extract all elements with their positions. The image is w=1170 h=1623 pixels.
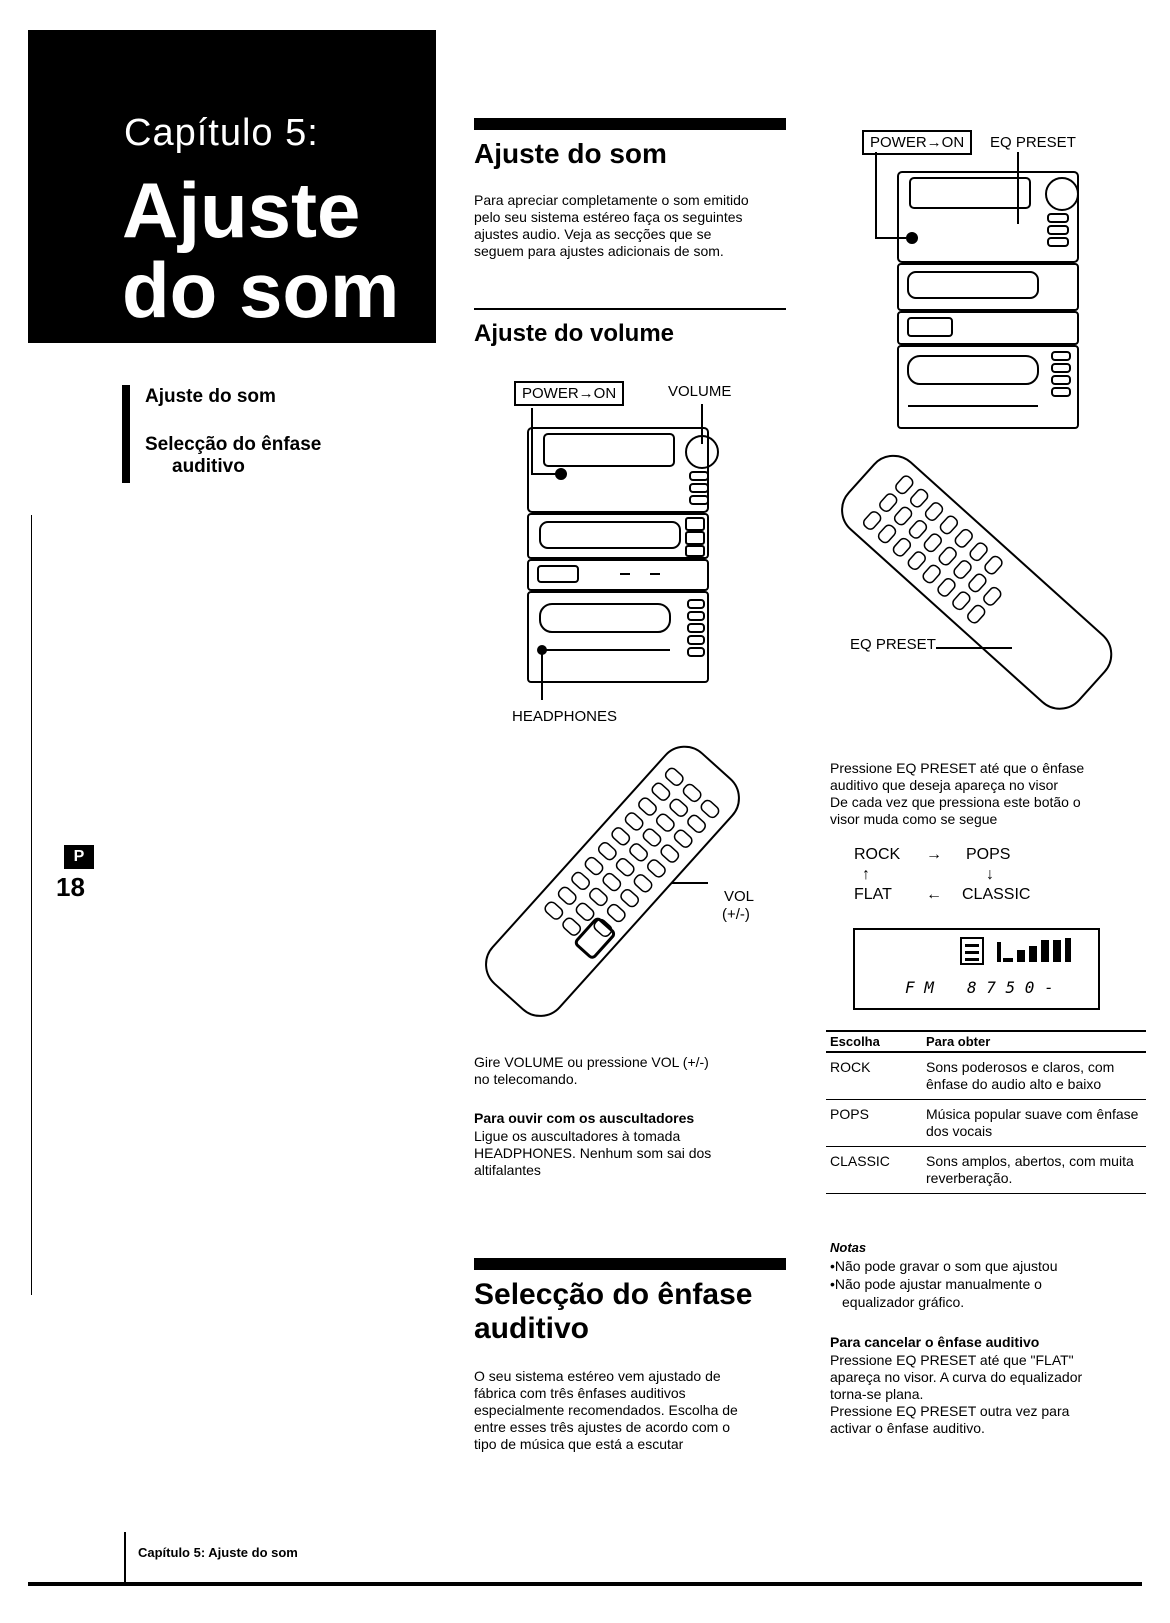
cycle-arrow-up: ↑ bbox=[862, 866, 870, 883]
eq-instruction-line: visor muda como se segue bbox=[830, 811, 998, 827]
cancel-title: Para cancelar o ênfase auditivo bbox=[830, 1334, 1040, 1350]
section1-rule bbox=[474, 118, 786, 130]
volume-title: Ajuste do volume bbox=[474, 320, 675, 347]
section2-rule bbox=[474, 1258, 786, 1270]
eq-instruction-line: Pressione EQ PRESET até que o ênfase bbox=[830, 760, 1085, 776]
side-rule bbox=[31, 515, 32, 1295]
equalizer-bars-icon bbox=[961, 936, 1091, 970]
eq-remote-illustration bbox=[836, 448, 1116, 718]
language-tab: P bbox=[64, 845, 94, 869]
cycle-rock: ROCK bbox=[854, 846, 901, 863]
volume-rule bbox=[474, 308, 786, 310]
toc-item-seleccao-line2[interactable]: auditivo bbox=[172, 456, 245, 477]
eq-choice-table bbox=[826, 1030, 1146, 1194]
footer-running-title: Capítulo 5: Ajuste do som bbox=[138, 1545, 298, 1560]
stereo-illustration-eq bbox=[868, 152, 1082, 432]
section2-body-line: O seu sistema estéreo vem ajustado de bbox=[474, 1368, 721, 1384]
display-frequency: 8 7 5 0 - bbox=[967, 978, 1054, 997]
volume-label: VOLUME bbox=[668, 383, 732, 400]
headphones-label: HEADPHONES bbox=[512, 708, 618, 725]
headphones-body-line: HEADPHONES. Nenhum som sai dos bbox=[474, 1145, 712, 1161]
eq-instruction bbox=[830, 760, 1150, 828]
remote-control-illustration bbox=[476, 745, 746, 1015]
toc-item-seleccao-line1[interactable]: Selecção do ênfase bbox=[145, 434, 322, 455]
section1-body-line: pelo seu sistema estéreo faça os seguintes bbox=[474, 209, 743, 225]
toc-bar bbox=[122, 385, 130, 483]
cancel-body bbox=[830, 1352, 1150, 1437]
table-cell-choice: CLASSIC bbox=[826, 1147, 922, 1194]
table-cell-result: Música popular suave com ênfase dos vocais bbox=[922, 1100, 1146, 1147]
cycle-arrow-down: ↓ bbox=[986, 866, 994, 883]
table-cell-result: Sons poderosos e claros, com ênfase do audio alto e baixo bbox=[922, 1052, 1146, 1100]
table-header-result: Para obter bbox=[922, 1031, 1146, 1052]
section2-title-line1: Selecção do ênfase bbox=[474, 1278, 753, 1311]
section1-body-line: seguem para ajustes adicionais de som. bbox=[474, 243, 724, 259]
section2-title-line2: auditivo bbox=[474, 1312, 590, 1345]
cycle-classic: CLASSIC bbox=[962, 886, 1031, 903]
footer-rule bbox=[28, 1582, 1142, 1586]
vol-sign-label: (+/-) bbox=[722, 906, 750, 923]
table-cell-choice: POPS bbox=[826, 1100, 922, 1147]
volume-instruction bbox=[474, 1054, 794, 1088]
section2-body bbox=[474, 1368, 794, 1453]
power-on-label: POWER→ON bbox=[514, 381, 624, 406]
table-cell-result: Sons amplos, abertos, com muita reverberação. bbox=[922, 1147, 1146, 1194]
headphones-body-line: Ligue os auscultadores à tomada bbox=[474, 1128, 681, 1144]
headphones-body-line: altifalantes bbox=[474, 1162, 541, 1178]
cancel-body-line: apareça no visor. A curva do equalizador bbox=[830, 1369, 1083, 1385]
section2-body-line: especialmente recomendados. Escolha de bbox=[474, 1402, 738, 1418]
section1-body bbox=[474, 192, 794, 260]
eq-preset-remote-label: EQ PRESET bbox=[850, 636, 936, 653]
section1-body-line: ajustes audio. Veja as secções que se bbox=[474, 226, 712, 242]
section1-title: Ajuste do som bbox=[474, 138, 667, 169]
chapter-title bbox=[122, 166, 400, 334]
volume-instruction-line: no telecomando. bbox=[474, 1071, 578, 1087]
cancel-body-line: activar o ênfase auditivo. bbox=[830, 1420, 985, 1436]
table-header-row bbox=[826, 1031, 1146, 1052]
section1-body-line: Para apreciar completamente o som emitido bbox=[474, 192, 749, 208]
display-band: F M bbox=[905, 978, 934, 997]
section2-body-line: fábrica com três ênfases auditivos bbox=[474, 1385, 686, 1401]
eq-instruction-line: De cada vez que pressiona este botão o bbox=[830, 794, 1081, 810]
cycle-arrow-left: ← bbox=[926, 886, 942, 903]
chapter-title-line1: Ajuste bbox=[122, 166, 361, 254]
toc-item-ajuste-do-som[interactable]: Ajuste do som bbox=[145, 386, 276, 407]
eq-power-on-label: POWER→ON bbox=[862, 130, 972, 155]
chapter-label: Capítulo 5: bbox=[124, 112, 319, 154]
vol-label: VOL bbox=[724, 888, 755, 905]
notes-title: Notas bbox=[830, 1240, 867, 1255]
cycle-arrow-right: → bbox=[926, 846, 942, 863]
chapter-title-line2: do som bbox=[122, 246, 400, 334]
cancel-body-line: torna-se plana. bbox=[830, 1386, 924, 1402]
table-row bbox=[826, 1100, 1146, 1147]
page-number: 18 bbox=[56, 872, 85, 902]
volume-instruction-line: Gire VOLUME ou pressione VOL (+/-) bbox=[474, 1054, 709, 1070]
chapter-header-box bbox=[28, 30, 436, 343]
eq-display-panel bbox=[853, 928, 1100, 1010]
table-row bbox=[826, 1147, 1146, 1194]
headphones-title: Para ouvir com os auscultadores bbox=[474, 1110, 695, 1126]
note-item: •Não pode gravar o som que ajustou bbox=[830, 1258, 1058, 1274]
cycle-flat: FLAT bbox=[854, 886, 892, 903]
section2-body-line: tipo de música que está a escutar bbox=[474, 1436, 684, 1452]
stereo-illustration-front bbox=[520, 404, 730, 720]
section2-title bbox=[474, 1278, 794, 1346]
eq-instruction-line: auditivo que deseja apareça no visor bbox=[830, 777, 1059, 793]
cycle-pops: POPS bbox=[966, 846, 1011, 863]
cancel-body-line: Pressione EQ PRESET até que "FLAT" bbox=[830, 1352, 1074, 1368]
table-cell-choice: ROCK bbox=[826, 1052, 922, 1100]
footer-divider bbox=[124, 1532, 126, 1582]
section2-body-line: entre esses três ajustes de acordo com o bbox=[474, 1419, 731, 1435]
table-header-choice: Escolha bbox=[826, 1031, 922, 1052]
note-item: equalizador gráfico. bbox=[842, 1294, 965, 1310]
eq-preset-top-label: EQ PRESET bbox=[990, 134, 1076, 151]
table-row bbox=[826, 1052, 1146, 1100]
headphones-body bbox=[474, 1128, 794, 1179]
note-item: •Não pode ajustar manualmente o bbox=[830, 1276, 1042, 1292]
cancel-body-line: Pressione EQ PRESET outra vez para bbox=[830, 1403, 1070, 1419]
